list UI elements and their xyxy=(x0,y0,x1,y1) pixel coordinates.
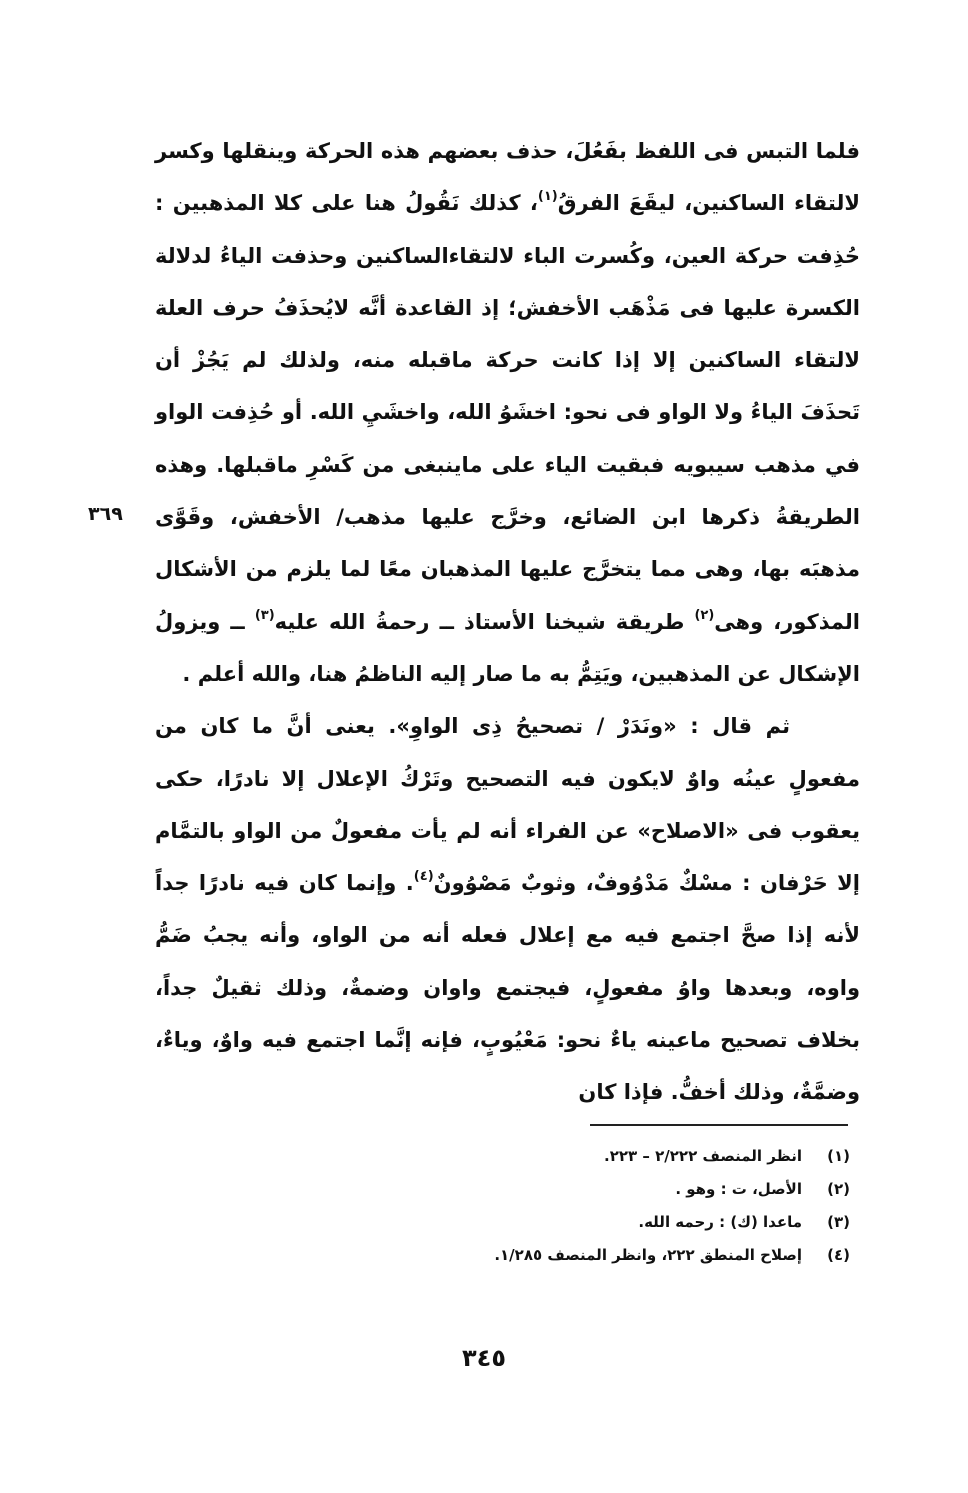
footnote-ref-2: (٢) xyxy=(694,607,715,623)
footnote-ref-1: (١) xyxy=(537,189,558,205)
footnote-item xyxy=(330,1139,850,1172)
main-text xyxy=(155,125,860,1119)
page-number: ٣٤٥ xyxy=(462,1344,506,1372)
footnote-ref-3: (٣) xyxy=(254,607,275,623)
footnote-item xyxy=(330,1172,850,1205)
footnote-divider xyxy=(590,1124,848,1126)
footnote-text: إصلاح المنطق ٢٢٢، وانظر المنصف ١/٢٨٥. xyxy=(494,1245,802,1264)
footnote-text: انظر المنصف ٢/٢٢٢ – ٢٢٣. xyxy=(604,1146,802,1165)
footnote-text: الأصل، ت : وهو . xyxy=(675,1179,802,1198)
p1-text-c: طريقة شيخنا الأستاذ ــ رحمةُ الله عليه xyxy=(274,609,695,634)
p2-text-a: ثم قال : «ونَدَرْ / تصحيحُ ذِى الواوِ». يعنى أنَّ ما كان من مفعولٍ عينُه واوٌ لايكون فيه التصحيح وتَرْكُ الإعلال إلا نادرًا، حكى يعقوب فى «الاصلاح» عن الفراء أنه لم يأت مفعولٌ من الواو بالتمَّام إلا حَرْفان : مسْكٌ مَدْوُوفٌ، وثوبٌ مَصْوُونٌ xyxy=(155,714,861,896)
footnotes-list xyxy=(330,1139,850,1271)
footnote-text: ماعدا (ك) : رحمه الله. xyxy=(638,1212,802,1231)
footnote-number: (٤) xyxy=(827,1245,850,1264)
footnote-number: (٢) xyxy=(827,1179,850,1198)
margin-page-reference: ٣٦٩ xyxy=(88,503,123,525)
p1-text-b: ، كذلك نَقُولُ هنا على كلا المذهبين : حُذِفت حركة العين، وكُسرت الباء لالتقاءالساكنين وحذفت الياءُ لدلالة الكسرة عليها فى مَذْهَب الأخفش؛ إذ القاعدة أنَّه لايُحذَفُ حرف العلة لالتقاء الساكنين إلا إذا كانت حركة ماقبله منه، ولذلك لم يَجُزْ أن تَحذَفَ الياءُ ولا الواو فى نحو: اخشَوُ الله، واخشَيِ الله. أو حُذِفت الواو في مذهب سيبويه فبقيت الياء على ماينبغى من كَسْرِ ماقبلها. وهذه الطريقةُ ذكرها ابن الضائع، وخرَّج عليها مذهب/ الأخفش، وقَوَّى مذهبَه بها، وهى مما يتخرَّج عليها المذهبان معًا لما يلزم من الأشكال المذكور، وهى xyxy=(155,191,860,634)
footnote-ref-4: (٤) xyxy=(413,869,434,885)
p2-text-b: . وإنما كان فيه نادرًا جداً لأنه إذا صحَّ اجتمع فيه مع إعلال فعله أنه من الواو، وأنه يجبُ ضَمُّ واوه، وبعدها واوُ مفعولٍ، فيجتمع واوان وضمةٌ، وذلك ثقيلٌ جداً، بخلاف تصحيح ماعينه ياءٌ نحو: مَعْيُوبٍ، فإنه إنَّما اجتمع فيه واوٌ، وياءٌ، وضمَّةٌ، وذلك أخفُّ. فإذا كان xyxy=(155,871,860,1105)
footnote-item xyxy=(330,1205,850,1238)
p1-text-a: فلما التبس فى اللفظ بفَعُلَ، حذف بعضهم هذه الحركة وينقلها وكسر لالتقاء الساكنين، ليقَعَ الفرقُ xyxy=(155,139,860,216)
footnote-number: (١) xyxy=(827,1146,850,1165)
paragraph-2 xyxy=(155,700,860,1118)
footnote-item xyxy=(330,1238,850,1271)
paragraph-1 xyxy=(155,125,860,700)
p1-text-d: ــ ويزولُ الإشكال عن المذهبين، ويَتِمُّ به ما صار إليه الناظمُ هنا، والله أعلم . xyxy=(155,609,860,686)
footnote-number: (٣) xyxy=(827,1212,850,1231)
